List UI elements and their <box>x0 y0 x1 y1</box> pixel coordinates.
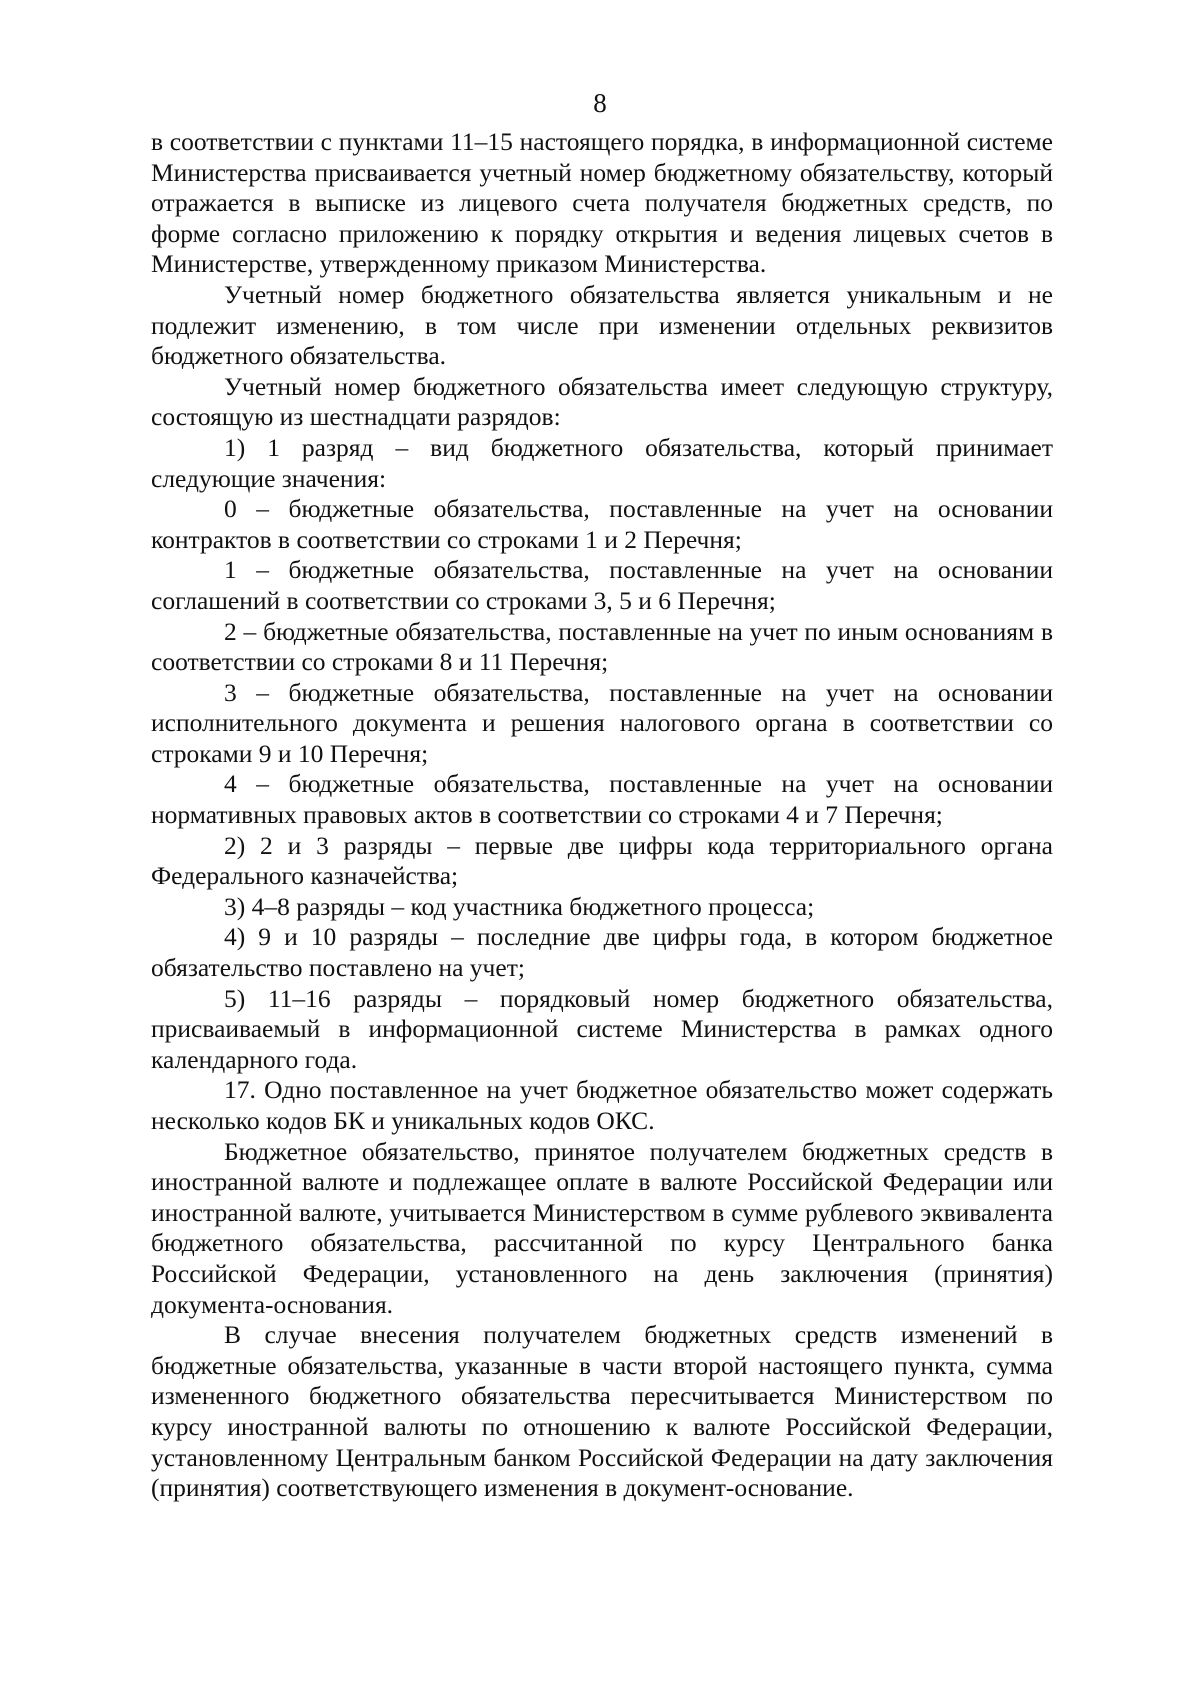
page-number: 8 <box>593 88 607 118</box>
paragraph-number-structure: Учетный номер бюджетного обязательства имеет следующую структуру, состоящую из шестнадцати разрядов: <box>151 371 1053 432</box>
list-subitem-value-1: 1 – бюджетные обязательства, поставленные на учет на основании соглашений в соответствии со строками 3, 5 и 6 Перечня; <box>151 555 1053 615</box>
paragraph-foreign-currency: Бюджетное обязательство, принятое получателем бюджетных средств в иностранной валюте и подлежащее оплате в валюте Российской Федерации или иностранной валюте, учитывается Министерством в сумме рублевого эквивалента бюджетного обязательства, рассчитанной по курсу Центрального банка Российской Федерации, установленного на день заключения (принятия) документа-основания. <box>151 1136 1053 1319</box>
paragraph-number-uniqueness: Учетный номер бюджетного обязательства является уникальным и не подлежит изменению, в том числе при изменении отдельных реквизитов бюджетного обязательства. <box>151 279 1053 371</box>
list-item-digits-4-8: 3) 4–8 разряды – код участника бюджетного процесса; <box>224 891 815 921</box>
document-body <box>151 127 1053 1504</box>
paragraph-recalculation: В случае внесения получателем бюджетных средств изменений в бюджетные обязательства, указанные в части второй настоящего пункта, сумма измененного бюджетного обязательства пересчитывается Министерством по курсу иностранной валюты по отношению к валюте Российской Федерации, установленному Центральным банком Российской Федерации на дату заключения (принятия) соответствующего изменения в документ-основание. <box>151 1320 1053 1503</box>
list-item-digit-1: 1) 1 разряд – вид бюджетного обязательства, который принимает следующие значения: <box>151 432 1053 493</box>
list-item-digits-11-16: 5) 11–16 разряды – порядковый номер бюджетного обязательства, присваиваемый в информационной системе Министерства в рамках одного календарного года. <box>151 983 1053 1074</box>
list-subitem-value-4: 4 – бюджетные обязательства, поставленные на учет на основании нормативных правовых актов в соответствии со строками 4 и 7 Перечня; <box>151 769 1053 830</box>
list-subitem-value-0: 0 – бюджетные обязательства, поставленные на учет на основании контрактов в соответствии со строками 1 и 2 Перечня; <box>151 494 1053 554</box>
paragraph-continuation: в соответствии с пунктами 11–15 настоящего порядка, в информационной системе Министерства присваивается учетный номер бюджетному обязательству, который отражается в выписке из лицевого счета получателя бюджетных средств, по форме согласно приложению к порядку открытия и ведения лицевых счетов в Министерстве, утвержденному приказом Министерства. <box>151 127 1053 279</box>
list-item-digits-2-3: 2) 2 и 3 разряды – первые две цифры кода территориального органа Федерального казначейства; <box>151 830 1053 891</box>
list-item-digits-9-10: 4) 9 и 10 разряды – последние две цифры года, в котором бюджетное обязательство поставлено на учет; <box>151 922 1053 983</box>
paragraph-clause-17: 17. Одно поставленное на учет бюджетное обязательство может содержать несколько кодов БК и уникальных кодов ОКС. <box>151 1075 1053 1135</box>
list-subitem-value-2: 2 – бюджетные обязательства, поставленные на учет по иным основаниям в соответствии со строками 8 и 11 Перечня; <box>151 616 1053 677</box>
list-subitem-value-3: 3 – бюджетные обязательства, поставленные на учет на основании исполнительного документа и решения налогового органа в соответствии со строками 9 и 10 Перечня; <box>151 677 1053 768</box>
